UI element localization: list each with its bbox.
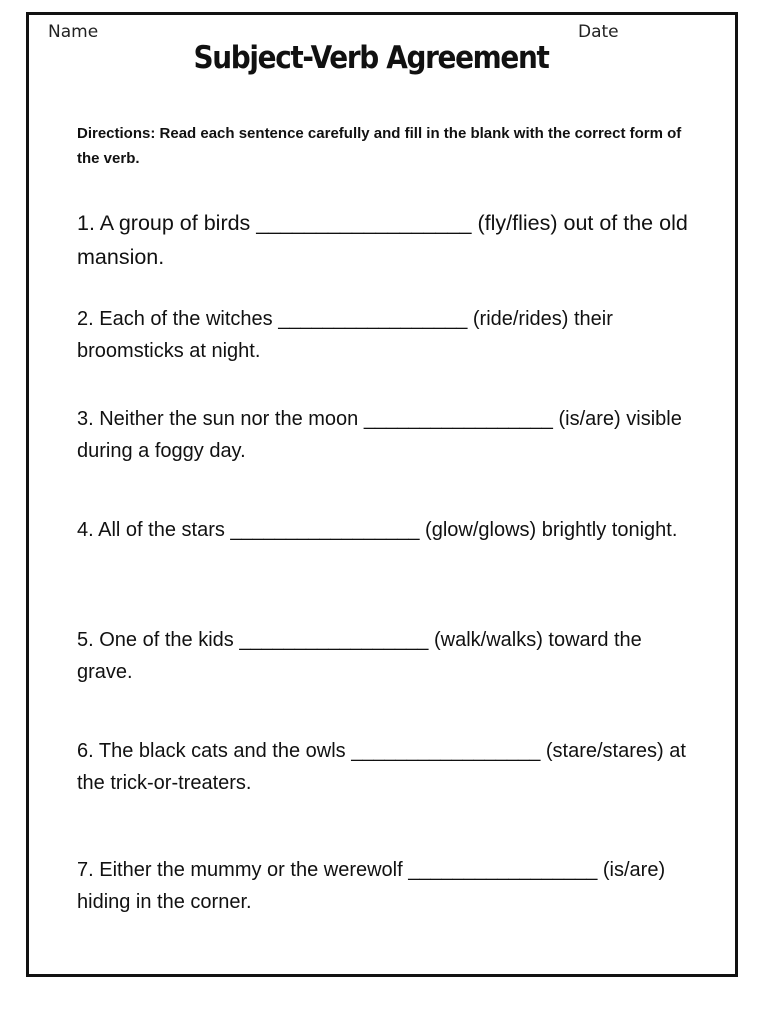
question-2: 2. Each of the witches _________________ (ride/rides) their broomsticks at night. bbox=[77, 308, 613, 362]
question-3: 3. Neither the sun nor the moon _________________ (is/are) visible during a foggy day. bbox=[77, 408, 682, 462]
directions-text: Directions: Read each sentence carefully and fill in the blank with the correct form of the verb. bbox=[77, 125, 682, 167]
question-4: 4. All of the stars _________________ (glow/glows) brightly tonight. bbox=[77, 519, 678, 541]
question-6: 6. The black cats and the owls _________________ (stare/stares) at the trick-or-treaters. bbox=[77, 740, 686, 794]
question-1: 1. A group of birds __________________ (fly/flies) out of the old mansion. bbox=[77, 211, 688, 269]
question-7: 7. Either the mummy or the werewolf _________________ (is/are) hiding in the corner. bbox=[77, 859, 666, 913]
date-label: Date bbox=[578, 22, 619, 42]
question-5: 5. One of the kids _________________ (walk/walks) toward the grave. bbox=[77, 629, 642, 683]
name-label: Name bbox=[48, 22, 99, 42]
worksheet-title: Subject-Verb Agreement bbox=[193, 40, 549, 76]
